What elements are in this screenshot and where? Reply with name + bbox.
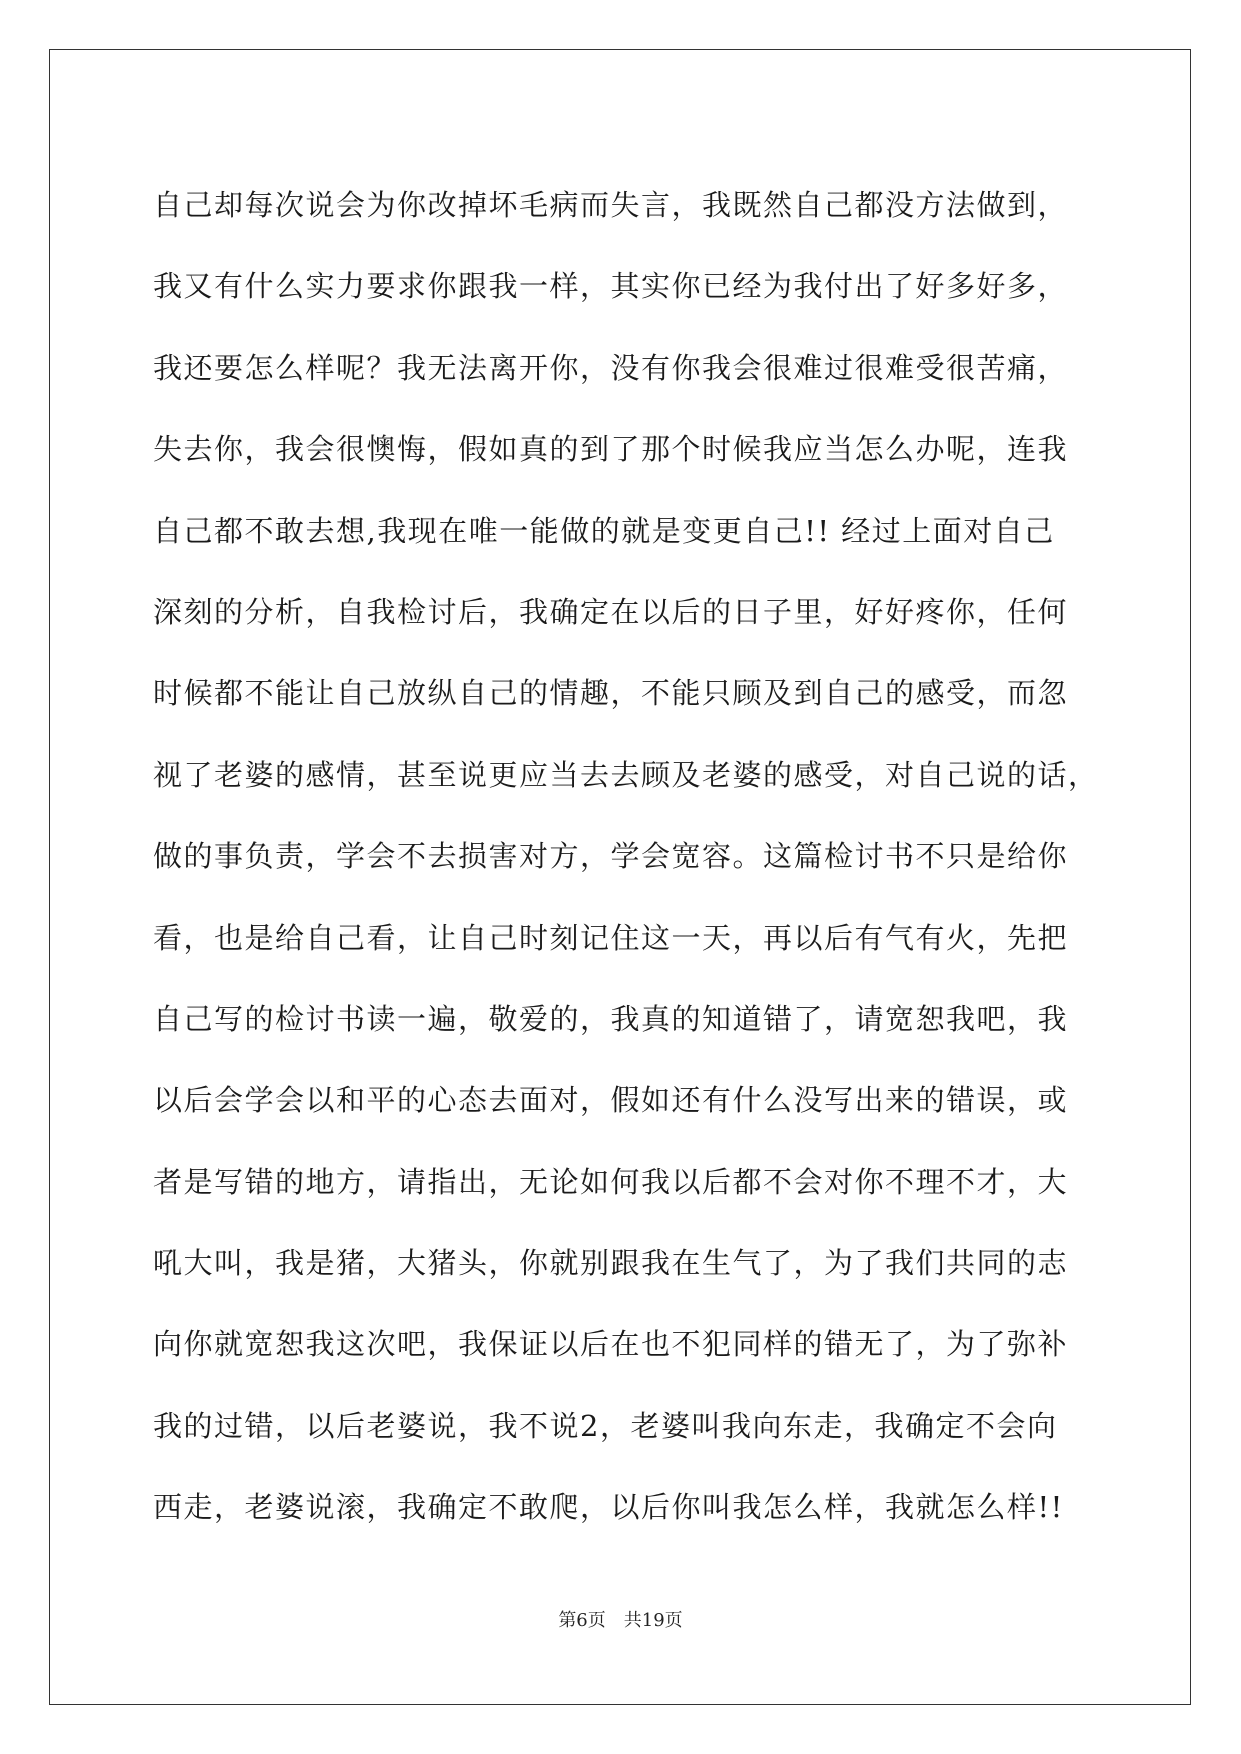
text-line: 西走，老婆说滚，我确定不敢爬，以后你叫我怎么样，我就怎么样!! [153,1490,1064,1525]
page-footer [0,1606,1241,1632]
text-line: 以后会学会以和平的心态去面对，假如还有什么没写出来的错误，或 [153,1083,1069,1118]
text-line: 我还要怎么样呢？我无法离开你，没有你我会很难过很难受很苦痛， [153,350,1069,385]
text-line: 视了老婆的感情，甚至说更应当去去顾及老婆的感受，对自己说的话， [153,757,1099,792]
text-line: 深刻的分析，自我检讨后，我确定在以后的日子里，好好疼你，任何 [153,594,1069,629]
text-line: 时候都不能让自己放纵自己的情趣，不能只顾及到自己的感受，而忽 [153,676,1069,711]
text-line: 自己都不敢去想,我现在唯一能做的就是变更自己!! 经过上面对自己 [153,513,1055,548]
text-line: 我的过错，以后老婆说，我不说2，老婆叫我向东走，我确定不会向 [153,1408,1058,1443]
text-line: 向你就宽恕我这次吧，我保证以后在也不犯同样的错无了，为了弥补 [153,1327,1069,1362]
text-line: 看，也是给自己看，让自己时刻记住这一天，再以后有气有火，先把 [153,920,1069,955]
text-line: 吼大叫，我是猪，大猪头，你就别跟我在生气了，为了我们共同的志 [153,1246,1069,1281]
document-body [153,165,1113,1549]
text-line: 自己写的检讨书读一遍，敬爱的，我真的知道错了，请宽恕我吧，我 [153,1001,1069,1036]
text-line: 做的事负责，学会不去损害对方，学会宽容。这篇检讨书不只是给你 [153,839,1069,874]
text-line: 自己却每次说会为你改掉坏毛病而失言，我既然自己都没方法做到， [153,188,1069,222]
page-number: 第6页 [558,1610,606,1631]
page-total: 共19页 [623,1610,683,1631]
text-line: 我又有什么实力要求你跟我一样，其实你已经为我付出了好多好多， [153,269,1069,304]
text-line: 者是写错的地方，请指出，无论如何我以后都不会对你不理不才，大 [153,1164,1069,1199]
text-line: 失去你，我会很懊悔，假如真的到了那个时候我应当怎么办呢，连我 [153,432,1069,467]
